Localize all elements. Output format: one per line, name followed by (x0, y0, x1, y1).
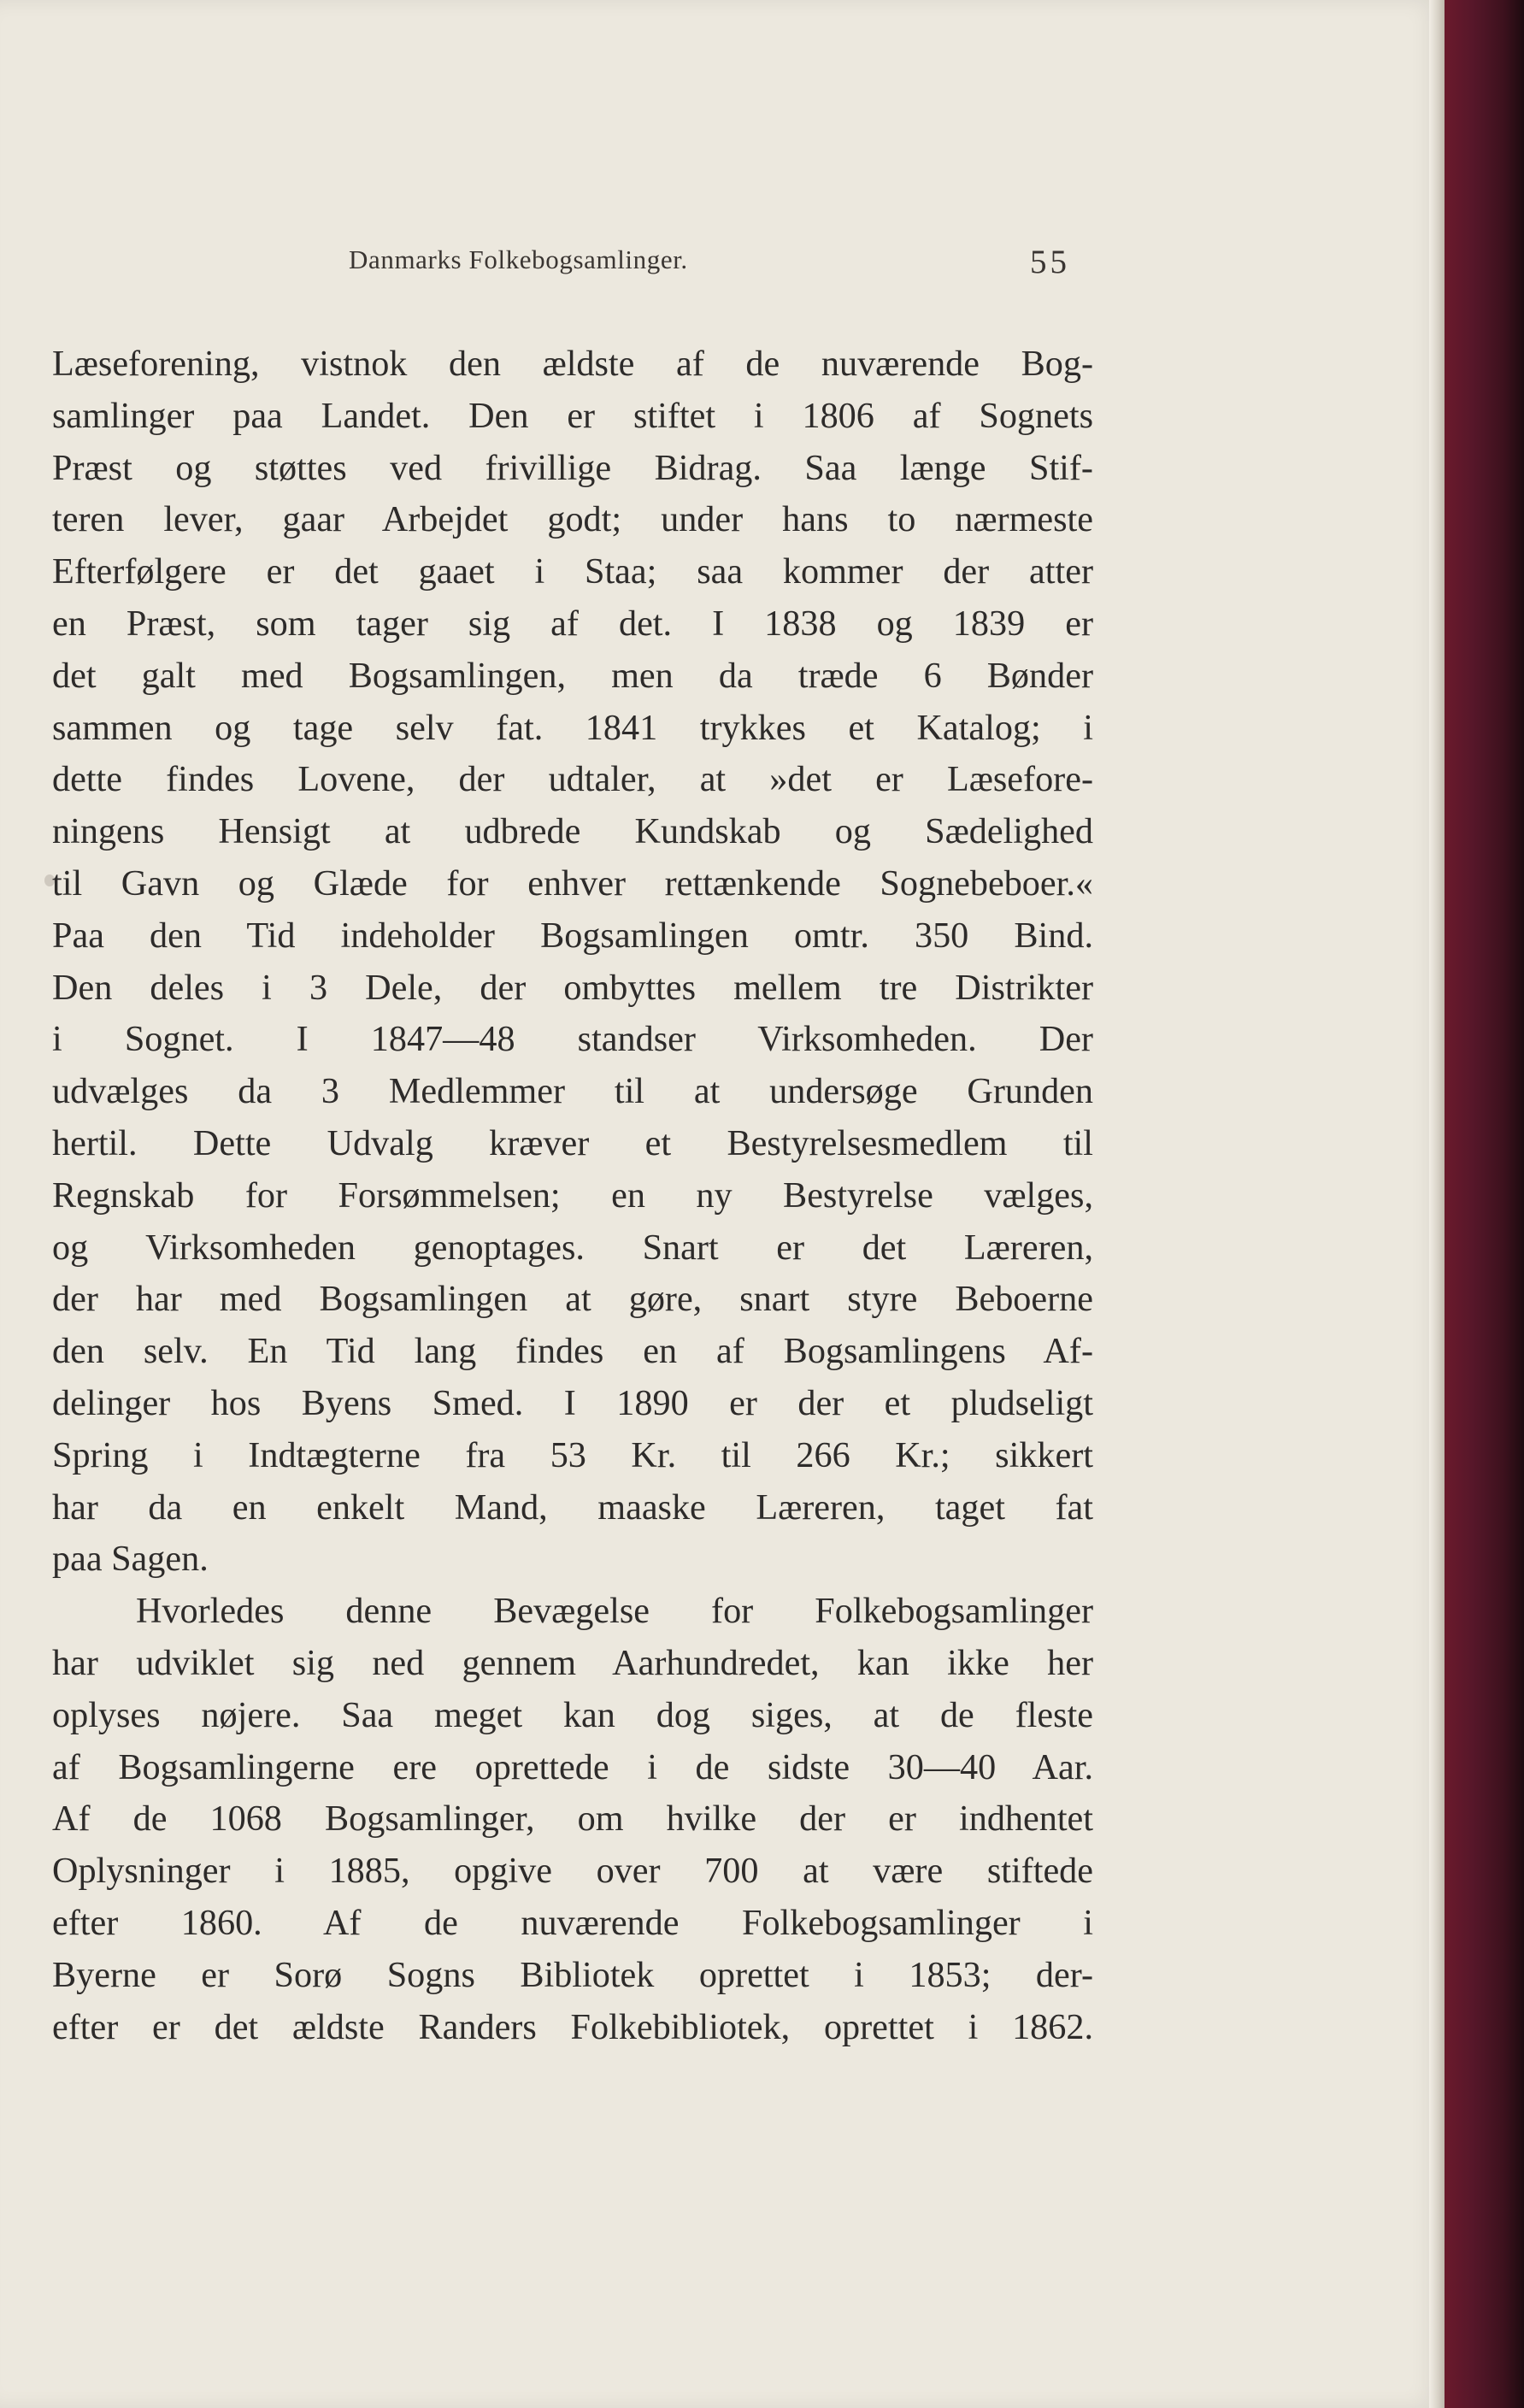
text-line: hertil. Dette Udvalg kræver et Bestyrelsesmedlem til (52, 1122, 1093, 1163)
text-line: paa Sagen. (52, 1539, 209, 1580)
text-line: Hvorledes denne Bevægelse for Folkebogsamlinger (136, 1591, 1093, 1632)
text-line: det galt med Bogsamlingen, men da træde 6 Bønder (52, 655, 1093, 696)
text-line: sammen og tage selv fat. 1841 trykkes et Katalog; i (52, 707, 1093, 748)
text-line: Spring i Indtægterne fra 53 Kr. til 266 Kr.; sikkert (52, 1434, 1093, 1475)
body-text (52, 339, 1093, 2053)
text-line: Paa den Tid indeholder Bogsamlingen omtr. 350 Bind. (52, 915, 1093, 956)
page-number: 55 (1030, 244, 1070, 280)
book-binding (1445, 0, 1524, 2408)
text-line: en Præst, som tager sig af det. I 1838 og 1839 er (52, 603, 1093, 644)
text-line: efter er det ældste Randers Folkebibliotek, oprettet i 1862. (52, 2006, 1093, 2047)
text-line: dette findes Lovene, der udtaler, at »det er Læsefore- (52, 759, 1093, 800)
page-edge (1429, 0, 1446, 2408)
text-line: Præst og støttes ved frivillige Bidrag. Saa længe Stif- (52, 447, 1093, 488)
text-line: samlinger paa Landet. Den er stiftet i 1806 af Sognets (52, 395, 1093, 436)
text-line: Af de 1068 Bogsamlinger, om hvilke der er indhentet (52, 1799, 1093, 1840)
text-line: efter 1860. Af de nuværende Folkebogsamlinger i (52, 1902, 1093, 1943)
running-title: Danmarks Folkebogsamlinger. (349, 244, 688, 274)
text-line: teren lever, gaar Arbejdet godt; under hans to nærmeste (52, 499, 1093, 540)
text-line: Regnskab for Forsømmelsen; en ny Bestyrelse vælges, (52, 1175, 1093, 1216)
text-line: Byerne er Sorø Sogns Bibliotek oprettet i 1853; der- (52, 1954, 1093, 1995)
text-line: har da en enkelt Mand, maaske Læreren, taget fat (52, 1487, 1093, 1528)
text-line: udvælges da 3 Medlemmer til at undersøge Grunden (52, 1071, 1093, 1112)
text-line: ningens Hensigt at udbrede Kundskab og Sædelighed (52, 811, 1093, 852)
text-line: delinger hos Byens Smed. I 1890 er der et pludseligt (52, 1382, 1093, 1423)
text-line: Læseforening, vistnok den ældste af de nuværende Bog- (52, 344, 1093, 384)
text-line: Den deles i 3 Dele, der ombyttes mellem tre Distrikter (52, 967, 1093, 1008)
text-line: den selv. En Tid lang findes en af Bogsamlingens Af- (52, 1331, 1093, 1372)
text-line: i Sognet. I 1847—48 standser Virksomheden. Der (52, 1019, 1093, 1060)
text-line: og Virksomheden genoptages. Snart er det Læreren, (52, 1227, 1093, 1268)
text-line: har udviklet sig ned gennem Aarhundredet, kan ikke her (52, 1642, 1093, 1683)
text-line: til Gavn og Glæde for enhver rettænkende Sognebeboer.« (52, 863, 1093, 904)
text-line: Oplysninger i 1885, opgive over 700 at være stiftede (52, 1851, 1093, 1892)
text-line: oplyses nøjere. Saa meget kan dog siges, at de fleste (52, 1694, 1093, 1735)
text-line: der har med Bogsamlingen at gøre, snart styre Beboerne (52, 1279, 1093, 1320)
running-head (0, 244, 1524, 279)
text-line: Efterfølgere er det gaaet i Staa; saa kommer der atter (52, 551, 1093, 592)
text-line: af Bogsamlingerne ere oprettede i de sidste 30—40 Aar. (52, 1746, 1093, 1787)
